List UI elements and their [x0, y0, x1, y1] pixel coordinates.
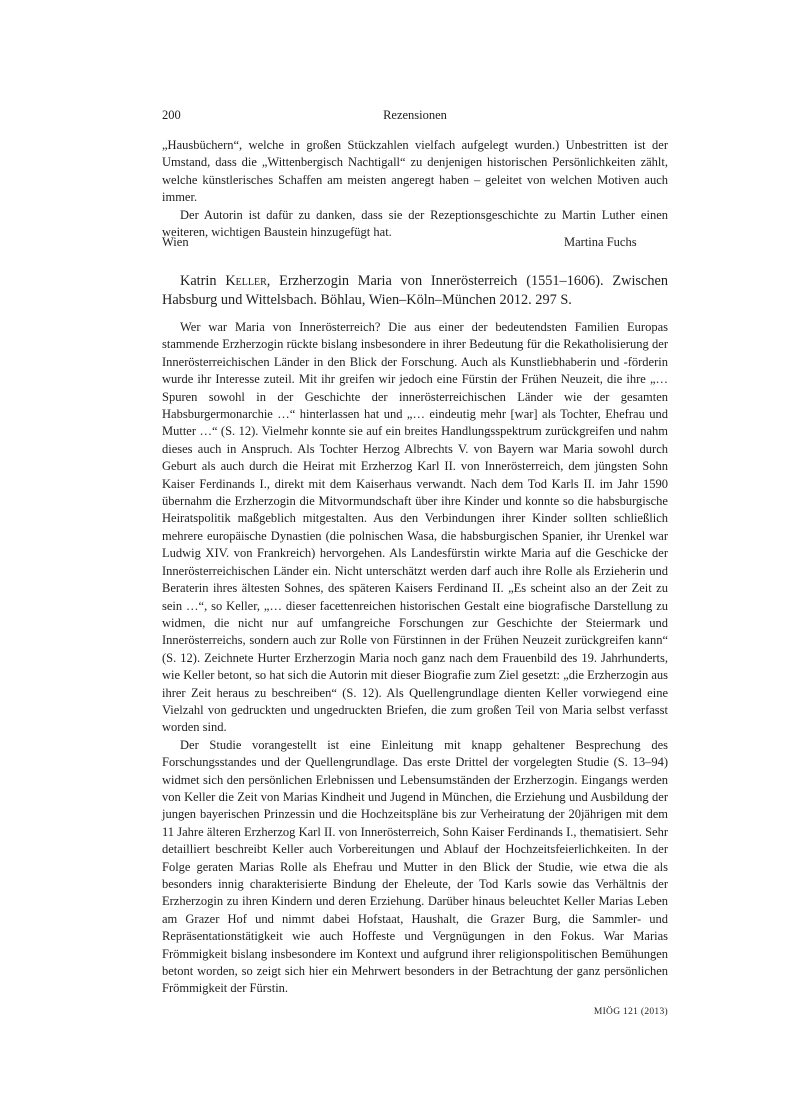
page-footer: MIÖG 121 (2013)	[593, 1007, 668, 1017]
review-signature	[162, 235, 668, 253]
paragraph: Der Autorin ist dafür zu danken, dass sie der Rezeptionsgeschichte zu Martin Luther einen weiteren, wichtigen Baustein hinzugefügt hat.	[162, 207, 668, 240]
signature-place: Wien	[162, 235, 189, 249]
page-number: 200	[162, 108, 181, 122]
paragraph: „Hausbüchern“, welche in großen Stückzahlen vielfach aufgelegt wurden.) Unbestritten ist der Umstand, dass die „Wittenbergisch Nachtigall“ zu denjenigen historischen Persönlichkeiten zählt, welche künstlerisches Schaffen am meisten angeregt haben – geleitet von welchen Motiven auch immer.	[162, 138, 668, 205]
author-last-name: Keller	[225, 273, 267, 289]
signature-reviewer: Martina Fuchs	[564, 235, 637, 249]
page-header	[162, 108, 668, 128]
book-title: , Erzherzogin Maria von Innerösterreich (1551–1606). Zwischen Habsburg und Wittelsbach. Böhlau, Wien–Köln–München 2012. 297 S.	[162, 273, 668, 308]
author-first-name: Katrin	[180, 273, 217, 289]
previous-review-text	[162, 137, 668, 241]
paragraph: Der Studie vorangestellt ist eine Einleitung mit knapp gehaltener Besprechung des Forschungsstandes und der Quellengrundlage. Das erste Drittel der vorgelegten Studie (S. 13–94) widmet sich den persönlichen Erlebnissen und Lebensumständen der Erzherzogin. Eingangs werden von Keller die Zeit von Marias Kindheit und Jugend in München, die Erziehung und Ausbildung der jungen bayerischen Prinzessin und die Hochzeitspläne bis zur Verheiratung der 20jährigen mit dem 11 Jahre älteren Erzherzog Karl II. von Innerösterreich, Sohn Kaiser Ferdinands I., thematisiert. Sehr detailliert beschreibt Keller auch Vorbereitungen und Ablauf der Hochzeitsfeierlichkeiten. In der Folge geraten Marias Rolle als Ehefrau und Mutter in den Blick der Studie, wie etwa die als besonders innig charakterisierte Bindung der Eheleute, der Tod Karls sowie das Verhältnis der Erzherzogin zu ihren Kindern und deren Erziehung. Darüber hinaus beleuchtet Keller Marias Leben am Grazer Hof und nimmt dabei Hofstaat, Haushalt, die Grazer Burg, die Sammler- und Repräsentationstätigkeit wie auch Hoffeste und Vergnügungen in den Fokus. War Marias Frömmigkeit bislang insbesondere im Kontext und aufgrund ihrer religionspolitischen Bemühungen betont worden, so zeigt sich hier ein Mehrwert besonders in der Betrachtung der ganz persönlichen Frömmigkeit der Fürstin.	[162, 737, 668, 996]
paragraph: Wer war Maria von Innerösterreich? Die aus einer der bedeutendsten Familien Europas stammende Erzherzogin rückte bislang insbesondere in ihrer Bedeutung für die Rekatholisierung der Innerösterreichischen Länder in den Blick der Forschung. Auch als Kunstliebhaberin und -förderin wurde ihr Interesse zuteil. Mit ihr greifen wir jedoch eine Fürstin der Frühen Neuzeit, die ihre „… Spuren sowohl in der Geschichte der innerösterreichischen Länder wie der gesamten Habsburgermonarchie …“ hinterlassen hat und „… eindeutig mehr [war] als Tochter, Ehefrau und Mutter …“ (S. 12). Vielmehr konnte sie auf ein breites Handlungsspektrum zurückgreifen und nahm dieses auch in Anspruch. Als Tochter Herzog Albrechts V. von Bayern war Maria sowohl durch Geburt als auch durch die Heirat mit Erzherzog Karl II. von Innerösterreich, dem jüngsten Sohn Kaiser Ferdinands I., direkt mit dem Kaiserhaus verwandt. Nach dem Tod Karls II. im Jahr 1590 übernahm die Erzherzogin die Mitvormundschaft über ihre Kinder und konnte so die habsburgische Heiratspolitik maßgeblich mitgestalten. Aus den Verbindungen ihrer Kinder sollten schließlich mehrere europäische Dynastien (die polnischen Wasa, die habsburgischen Spanier, ihr Urenkel war Ludwig XIV. von Frankreich) hervorgehen. Als Landesfürstin wirkte Maria auf die Geschicke der Innerösterreichischen Länder ein. Nicht unterschätzt werden darf auch ihre Rolle als Erzieherin und Beraterin ihres ältesten Sohnes, des späteren Kaisers Ferdinand II. „Es scheint also an der Zeit zu sein …“, so Keller, „… dieser facettenreichen historischen Gestalt eine biografische Darstellung zu widmen, die nicht nur auf umfangreiche Forschungen zur Geschichte der Steiermark und Innerösterreichs, sondern auch zur Rolle von Fürstinnen in der Frühen Neuzeit zurückgreifen kann“ (S. 12). Zeichnete Hurter Erzherzogin Maria noch ganz nach dem Frauenbild des 19. Jahrhunderts, wie Keller betont, so hat sich die Autorin mit dieser Biografie zum Ziel gesetzt: „die Erzherzogin aus ihrer Zeit heraus zu beschreiben“ (S. 12). Als Quellengrundlage dienten Keller vorwiegend eine Vielzahl von gedruckten und ungedruckten Briefen, die zum großen Teil von Maria selbst verfasst worden sind.	[162, 320, 668, 735]
running-head: Rezensionen	[383, 108, 447, 122]
review-bibliographic-heading	[162, 272, 668, 310]
review-text	[162, 319, 668, 998]
